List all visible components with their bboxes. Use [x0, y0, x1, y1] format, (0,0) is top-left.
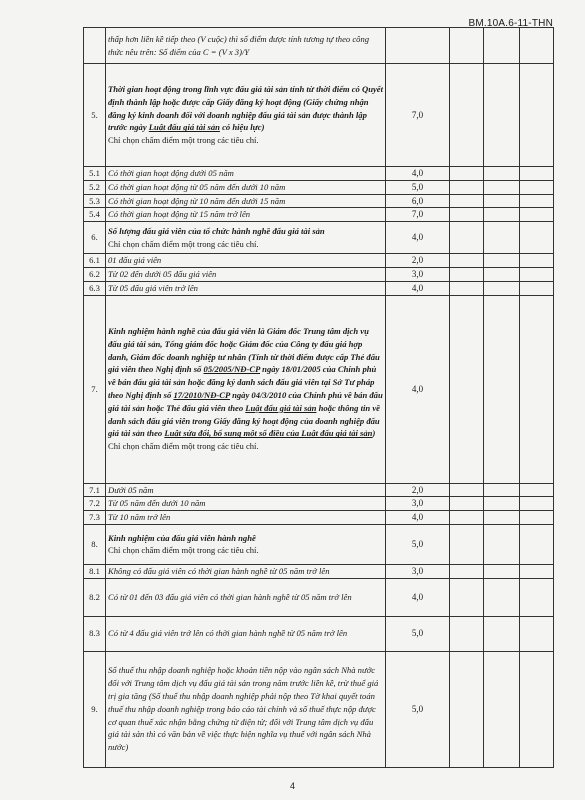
criterion-note: Chỉ chọn chấm điểm một trong các tiêu chí.	[108, 135, 259, 146]
table-row: 5.3 Có thời gian hoạt động từ 10 năm đến dưới 15 năm 6,0	[84, 194, 554, 208]
table-row: 8.2 Có từ 01 đến 03 đấu giá viên có thời gian hành nghề từ 05 năm trở lên 4,0	[84, 578, 554, 616]
criterion-row-5	[84, 64, 554, 167]
criterion-text: thấp hơn liền kề tiếp theo (V cuộc) thì số điểm được tính tương tự theo công thức nêu trên: Số điểm của C = (V x 3)/Y	[106, 28, 386, 64]
criterion-text	[106, 64, 386, 167]
criterion-text: Kinh nghiệm hành nghề của đấu giá viên là Giám đốc Trung tâm dịch vụ đấu giá tài sản, Tổng giám đốc hoặc Giám đốc của Công ty đấu giá hợp danh, Giám đốc doanh nghiệp tư nhân (Tính từ thời điểm được cấp Thẻ đấu giá viên theo Nghị định số 05/2005/NĐ-CP ngày 18/01/2005 của Chính phủ về bán đấu giá tài sản hoặc đăng ký danh sách đấu giá viên tại Sở Tư pháp theo Nghị định số 17/2010/NĐ-CP ngày 04/3/2010 của Chính phủ về bán đấu giá tài sản hoặc Thẻ đấu giá viên theo Luật đấu giá tài sản hoặc thông tin về danh sách đấu giá viên trong Giấy đăng ký hoạt động của doanh nghiệp đấu giá tài sản theo Luật sửa đổi, bổ sung một số điều của Luật đấu giá tài sản) Chỉ chọn chấm điểm một trong các tiêu chí.	[106, 295, 386, 483]
table-row: 6.3 Từ 05 đấu giá viên trở lên 4,0	[84, 281, 554, 295]
table-row: 7.2 Từ 05 năm đến dưới 10 năm 3,0	[84, 497, 554, 511]
table-row: 7.1 Dưới 05 năm 2,0	[84, 483, 554, 497]
criterion-row-8: 8. Kinh nghiệm của đấu giá viên hành nghề Chỉ chọn chấm điểm một trong các tiêu chí. 5,0	[84, 524, 554, 564]
table-row: 8.3 Có từ 4 đấu giá viên trở lên có thời gian hành nghề từ 05 năm trở lên 5,0	[84, 616, 554, 651]
criterion-text: Kinh nghiệm của đấu giá viên hành nghề Chỉ chọn chấm điểm một trong các tiêu chí.	[106, 524, 386, 564]
page-number: 4	[289, 781, 295, 791]
criterion-text: Số thuế thu nhập doanh nghiệp hoặc khoản tiền nộp vào ngân sách Nhà nước đối với Trung tâm dịch vụ đấu giá tài sản trong năm trước liền kề, trừ thuế giá trị gia tăng (Số thuế thu nhập doanh nghiệp phải nộp theo Tờ khai quyết toán thuế thu nhập doanh nghiệp trong báo cáo tài chính và số thuế thực nộp được cơ quan thuế xác nhận bằng chứng từ điện tử; đối với Trung tâm dịch vụ đấu giá tài sản thì có văn bản về việc thực hiện nghĩa vụ thuế với ngân sách Nhà nước)	[106, 651, 386, 767]
table-row: 5.4 Có thời gian hoạt động từ 15 năm trở lên 7,0	[84, 208, 554, 222]
max-score: 7,0	[386, 64, 450, 167]
table-row: 6.1 01 đấu giá viên 2,0	[84, 254, 554, 268]
row-number	[84, 28, 106, 64]
table-row: 5.1 Có thời gian hoạt động dưới 05 năm 4,0	[84, 167, 554, 181]
criterion-title: Thời gian hoạt động trong lĩnh vực đấu giá tài sản tính từ thời điểm có Quyết định thành lập hoặc được cấp Giấy đăng ký hoạt động (Giấy chứng nhận đăng ký kinh doanh đối với doanh nghiệp đấu giá tài sản được thành lập trước ngày Luật đấu giá tài sản có hiệu lực)	[108, 84, 383, 133]
scoring-table	[83, 27, 554, 768]
row-number: 5.	[84, 64, 106, 167]
criterion-row-6: 6. Số lượng đấu giá viên của tổ chức hành nghề đấu giá tài sản Chỉ chọn chấm điểm một trong các tiêu chí. 4,0	[84, 222, 554, 254]
criterion-row-7: 7. Kinh nghiệm hành nghề của đấu giá viên là Giám đốc Trung tâm dịch vụ đấu giá tài sản, Tổng giám đốc hoặc Giám đốc của Công ty đấu giá hợp danh, Giám đốc doanh nghiệp tư nhân (Tính từ thời điểm được cấp Thẻ đấu giá viên theo Nghị định số 05/2005/NĐ-CP ngày 18/01/2005 của Chính phủ về bán đấu giá tài sản hoặc đăng ký danh sách đấu giá viên tại Sở Tư pháp theo Nghị định số 17/2010/NĐ-CP ngày 04/3/2010 của Chính phủ về bán đấu giá tài sản hoặc Thẻ đấu giá viên theo Luật đấu giá tài sản hoặc thông tin về danh sách đấu giá viên trong Giấy đăng ký hoạt động của doanh nghiệp đấu giá tài sản theo Luật sửa đổi, bổ sung một số điều của Luật đấu giá tài sản) Chỉ chọn chấm điểm một trong các tiêu chí. 4,0	[84, 295, 554, 483]
document-code: BM.10A.6-11-THN	[468, 18, 553, 29]
table-row: 6.2 Từ 02 đến dưới 05 đấu giá viên 3,0	[84, 267, 554, 281]
criterion-row-9: 9. Số thuế thu nhập doanh nghiệp hoặc khoản tiền nộp vào ngân sách Nhà nước đối với Trung tâm dịch vụ đấu giá tài sản trong năm trước liền kề, trừ thuế giá trị gia tăng (Số thuế thu nhập doanh nghiệp phải nộp theo Tờ khai quyết toán thuế thu nhập doanh nghiệp trong báo cáo tài chính và số thuế thực nộp được cơ quan thuế xác nhận bằng chứng từ điện tử; đối với Trung tâm dịch vụ đấu giá tài sản thì có văn bản về việc thực hiện nghĩa vụ thuế với ngân sách Nhà nước) 5,0	[84, 651, 554, 767]
table-row: 8.1 Không có đấu giá viên có thời gian hành nghề từ 05 năm trở lên 3,0	[84, 564, 554, 578]
table-row: 5.2 Có thời gian hoạt động từ 05 năm đến dưới 10 năm 5,0	[84, 180, 554, 194]
criterion-text: Số lượng đấu giá viên của tổ chức hành nghề đấu giá tài sản Chỉ chọn chấm điểm một trong các tiêu chí.	[106, 222, 386, 254]
table-row	[84, 28, 554, 64]
table-row: 7.3 Từ 10 năm trở lên 4,0	[84, 511, 554, 525]
